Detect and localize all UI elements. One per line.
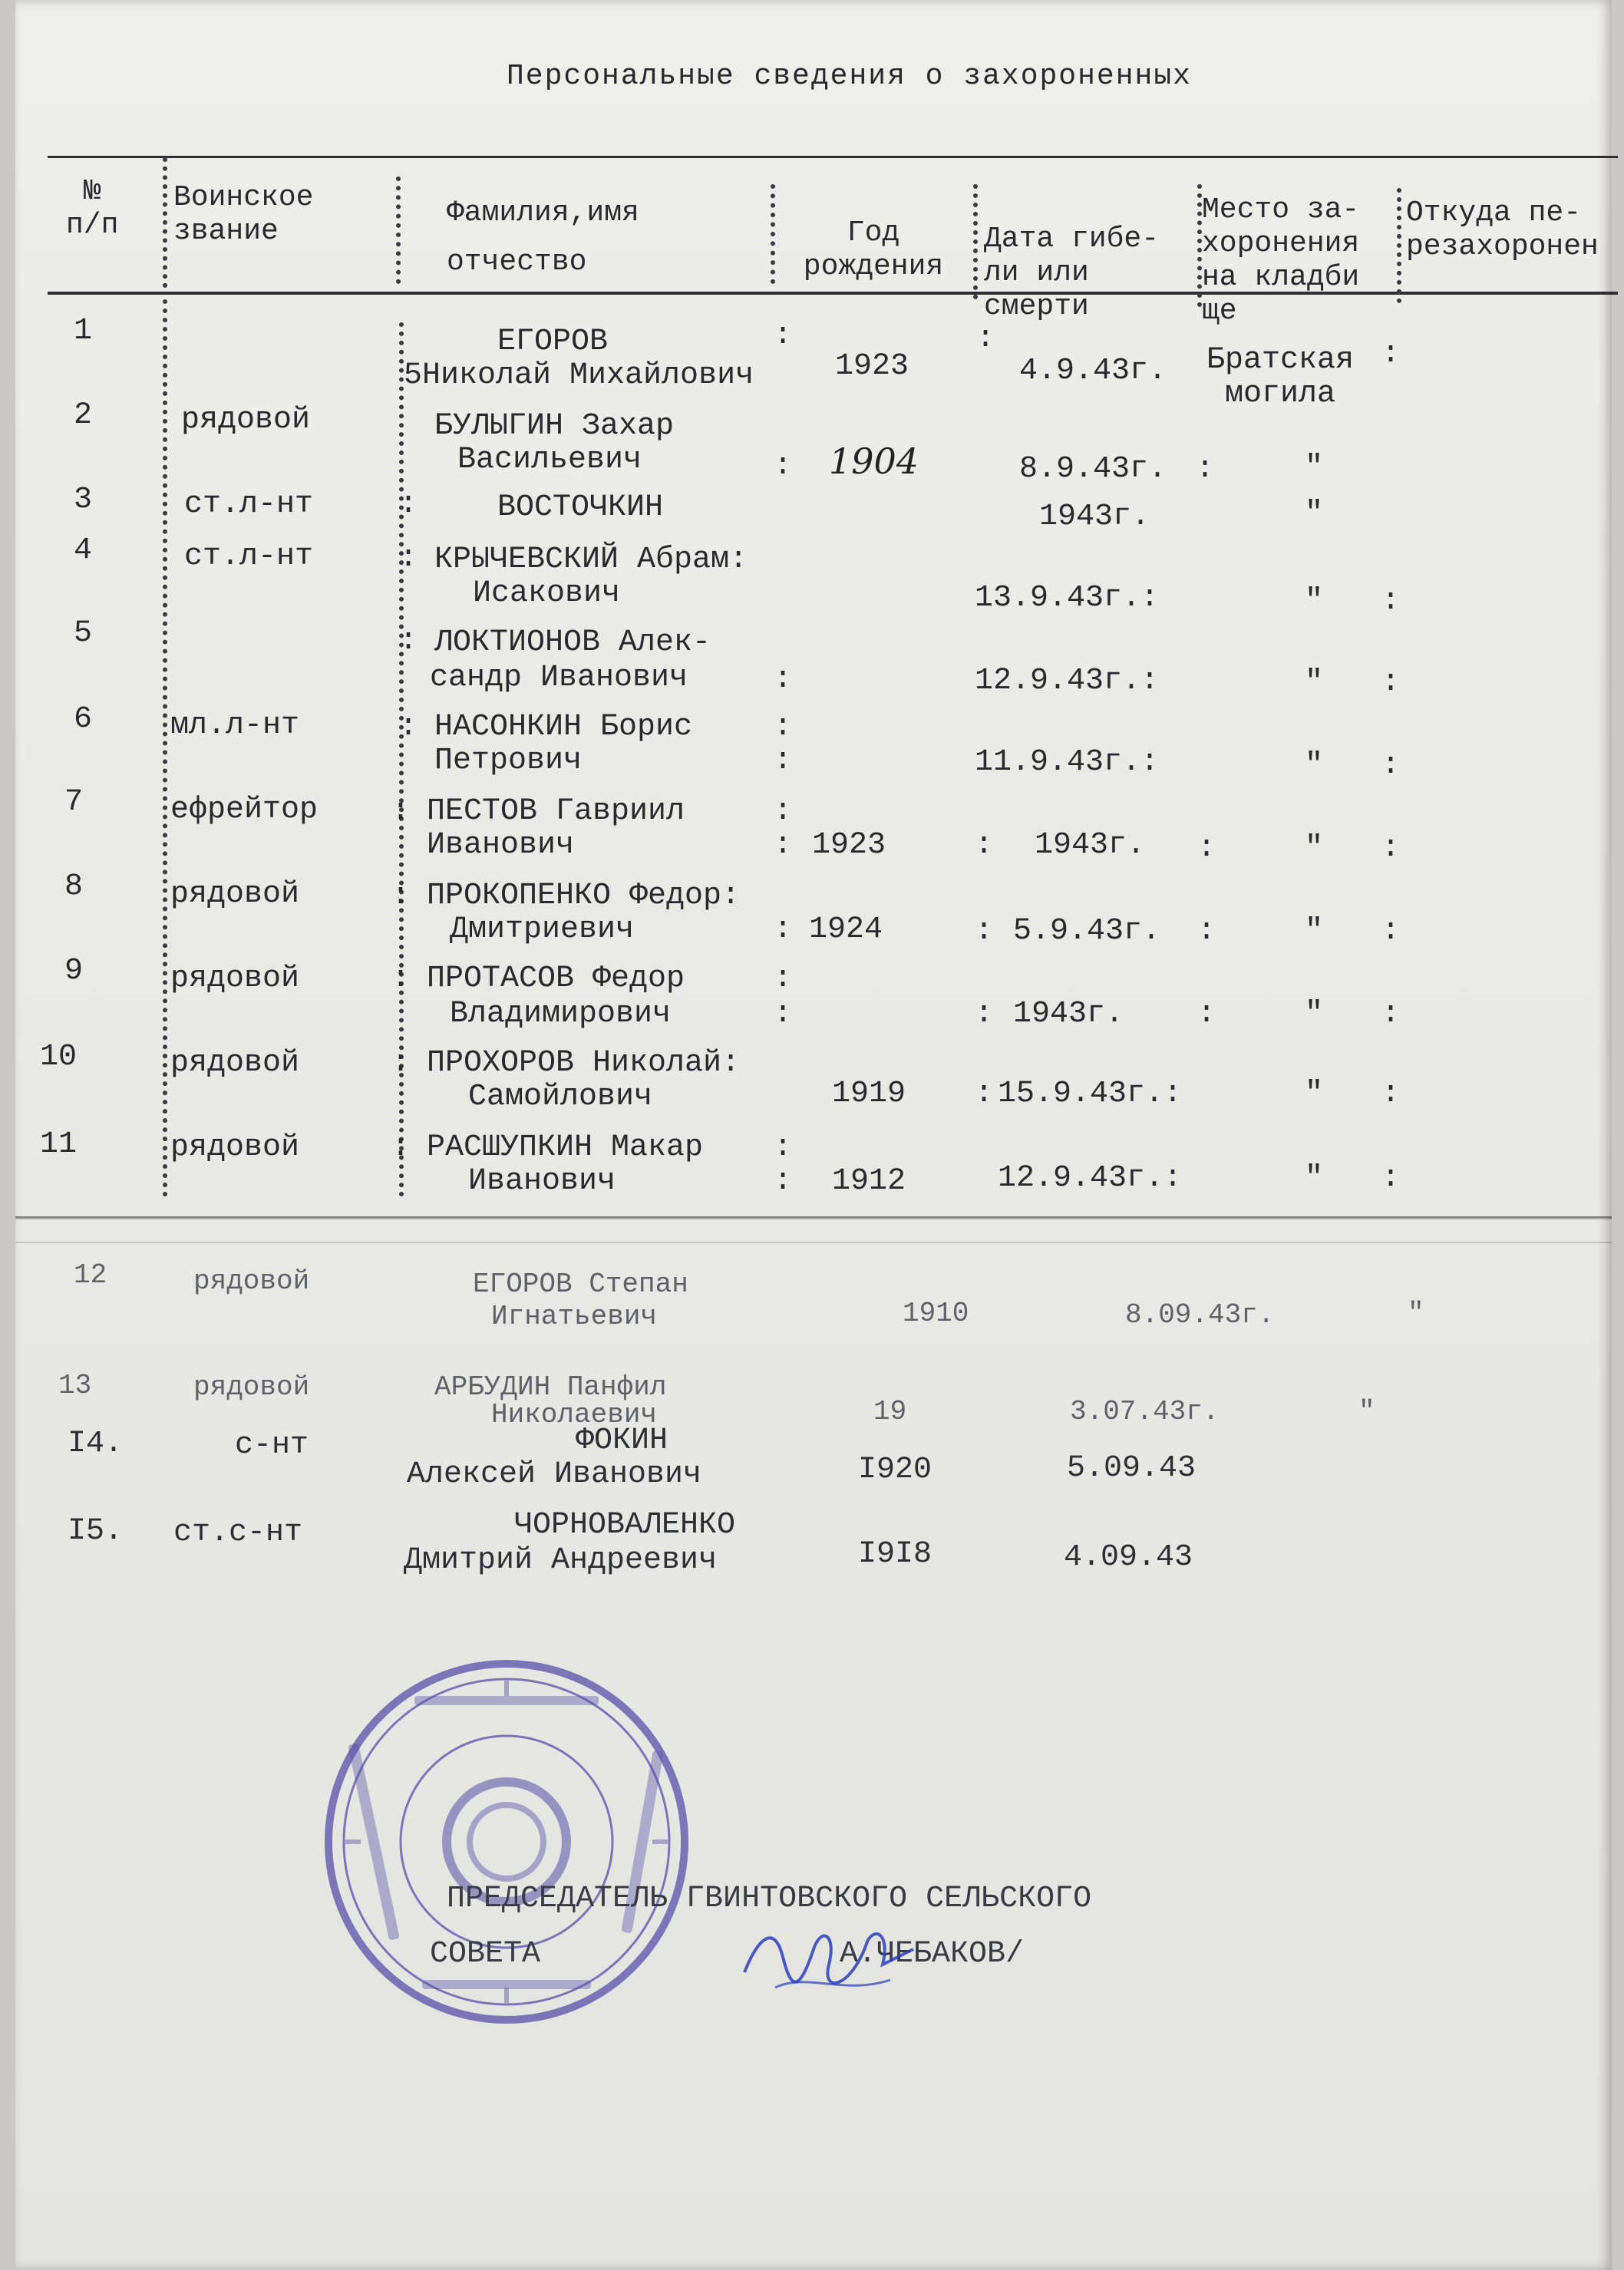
- row-5-place: ": [1305, 665, 1324, 700]
- row-7-surname: ПЕСТОВ Гавриил: [427, 794, 685, 829]
- row-1-given: 5Николай Михайлович: [404, 358, 754, 393]
- table-top-border: [48, 156, 1618, 158]
- signature-name: А.ЧЕБАКОВ/: [840, 1937, 1025, 1971]
- row-14-num: I4.: [68, 1427, 124, 1461]
- colon-mark: :: [774, 662, 793, 697]
- row-4-given: Исакович: [473, 576, 621, 611]
- colon-mark: :: [1197, 914, 1216, 949]
- colon-mark: :: [1381, 1077, 1401, 1111]
- colon-mark: :: [391, 1046, 411, 1081]
- row-7-place: ": [1305, 831, 1324, 866]
- header-name: Фамилия,имя отчество: [447, 196, 639, 279]
- row-12-died: 8.09.43г.: [1125, 1299, 1275, 1331]
- row-11-died: 12.9.43г.:: [998, 1161, 1183, 1196]
- row-4-rank: ст.л-нт: [184, 539, 314, 574]
- colon-mark: :: [975, 1077, 994, 1111]
- header-rank: Воинское звание: [173, 181, 314, 248]
- row-2-given: Васильевич: [457, 443, 642, 477]
- row-14-surname: ФОКИН: [576, 1424, 668, 1458]
- header-place: Место за- хоронения на кладби ще: [1202, 193, 1360, 328]
- page-fold-shadow: [15, 1242, 1612, 1243]
- row-3-died: 1943г.: [1039, 500, 1150, 534]
- row-7-born: 1923: [812, 828, 886, 863]
- colon-mark: :: [1381, 1161, 1401, 1196]
- row-15-given: Дмитрий Андреевич: [404, 1543, 718, 1578]
- row-12-surname: ЕГОРОВ Степан: [473, 1269, 688, 1300]
- colon-mark: :: [1196, 452, 1215, 487]
- row-6-num: 6: [74, 702, 93, 737]
- row-13-died: 3.07.43г.: [1070, 1396, 1220, 1427]
- row-7-died: 1943г.: [1035, 828, 1146, 863]
- colon-mark: :: [975, 828, 994, 863]
- colon-mark: :: [774, 997, 793, 1031]
- row-15-surname: ЧОРНОВАЛЕНКО: [514, 1508, 736, 1542]
- row-2-place: ": [1305, 450, 1324, 485]
- row-3-rank: ст.л-нт: [184, 487, 314, 522]
- row-12-born: 1910: [903, 1298, 969, 1329]
- row-3-surname: ВОСТОЧКИН: [497, 490, 664, 525]
- row-2-born-handwritten: 1904: [829, 440, 919, 482]
- row-12-num: 12: [74, 1259, 107, 1291]
- colon-mark: :: [774, 710, 793, 744]
- row-15-num: I5.: [68, 1514, 124, 1549]
- row-14-born: I920: [858, 1453, 932, 1487]
- row-15-rank: ст.с-нт: [173, 1516, 303, 1550]
- col-separator: [163, 299, 167, 1197]
- row-11-num: 11: [40, 1127, 78, 1162]
- colon-mark: :: [774, 449, 793, 483]
- col-separator: [1397, 188, 1401, 303]
- colon-mark: :: [399, 541, 418, 576]
- row-5-num: 5: [74, 616, 93, 651]
- row-5-given: сандр Иванович: [430, 661, 688, 695]
- row-6-given: Петрович: [434, 744, 583, 778]
- row-11-given: Иванович: [468, 1164, 616, 1199]
- row-15-born: I9I8: [858, 1537, 932, 1572]
- row-8-given: Дмитриевич: [450, 912, 635, 947]
- page-fold-line: [15, 1216, 1612, 1219]
- colon-mark: :: [774, 744, 793, 778]
- row-5-died: 12.9.43г.:: [975, 664, 1160, 698]
- colon-mark: :: [1381, 914, 1401, 949]
- row-7-rank: ефрейтор: [170, 793, 319, 827]
- colon-mark: :: [391, 962, 411, 996]
- row-8-born: 1924: [809, 912, 883, 947]
- row-2-surname: БУЛЫГИН Захар: [434, 409, 675, 444]
- row-14-died: 5.09.43: [1067, 1451, 1197, 1486]
- header-from: Откуда пе- резахоронен: [1406, 196, 1599, 263]
- row-8-died: 5.9.43г.: [1013, 914, 1161, 949]
- header-died: Дата гибе- ли или смерти: [984, 223, 1160, 323]
- row-11-surname: РАСШУПКИН Макар: [427, 1130, 704, 1165]
- row-1-place: Братская могила: [1206, 343, 1355, 411]
- col-separator: [396, 177, 401, 284]
- row-1-born: 1923: [835, 349, 909, 384]
- colon-mark: :: [391, 794, 411, 829]
- row-8-surname: ПРОКОПЕНКО Федор:: [427, 879, 741, 913]
- colon-mark: :: [1197, 997, 1216, 1031]
- header-num: № п/п: [66, 175, 119, 242]
- row-8-num: 8: [64, 869, 84, 904]
- row-11-born: 1912: [832, 1164, 906, 1199]
- row-6-place: ": [1305, 748, 1324, 783]
- handwritten-signature: [729, 1903, 929, 2011]
- row-6-surname: НАСОНКИН Борис: [434, 710, 693, 744]
- row-9-num: 9: [64, 954, 84, 988]
- colon-mark: :: [1381, 665, 1401, 700]
- header-bottom-border: [48, 292, 1618, 295]
- colon-mark: :: [391, 1130, 411, 1165]
- colon-mark: :: [399, 624, 418, 658]
- row-1-num: 1: [74, 314, 93, 348]
- row-7-num: 7: [64, 785, 84, 820]
- row-9-surname: ПРОТАСОВ Федор: [427, 962, 685, 996]
- row-4-died: 13.9.43г.:: [975, 581, 1160, 615]
- row-8-rank: рядовой: [170, 877, 300, 912]
- row-12-rank: рядовой: [193, 1265, 310, 1297]
- colon-mark: :: [774, 318, 793, 353]
- colon-mark: :: [1381, 584, 1401, 619]
- signature-council-word: СОВЕТА: [430, 1937, 541, 1971]
- row-11-rank: рядовой: [170, 1130, 300, 1165]
- row-13-num: 13: [58, 1370, 92, 1401]
- header-born: Год рождения: [803, 216, 944, 283]
- colon-mark: :: [1381, 831, 1401, 866]
- colon-mark: :: [399, 487, 418, 522]
- colon-mark: :: [399, 710, 418, 744]
- row-13-born: 19: [873, 1396, 907, 1427]
- row-9-given: Владимирович: [450, 997, 672, 1031]
- row-3-num: 3: [74, 483, 93, 517]
- colon-mark: :: [1381, 997, 1401, 1031]
- colon-mark: :: [774, 962, 793, 996]
- row-9-died: 1943г.: [1013, 997, 1124, 1031]
- colon-mark: :: [1197, 831, 1216, 866]
- colon-mark: :: [774, 912, 793, 947]
- row-2-rank: рядовой: [181, 403, 311, 437]
- row-4-num: 4: [74, 533, 93, 568]
- row-1-surname: ЕГОРОВ: [497, 325, 609, 359]
- document-title: Персональные сведения о захороненных: [507, 60, 1192, 93]
- colon-mark: :: [774, 828, 793, 863]
- row-6-died: 11.9.43г.:: [975, 745, 1160, 780]
- row-10-given: Самойлович: [468, 1080, 653, 1114]
- colon-mark: :: [1381, 748, 1401, 783]
- signature-title-line: ПРЕДСЕДАТЕЛЬ ГВИНТОВСКОГО СЕЛЬСКОГО: [447, 1882, 1092, 1916]
- col-separator: [771, 184, 775, 284]
- row-10-num: 10: [40, 1040, 78, 1074]
- row-4-place: ": [1305, 584, 1324, 619]
- row-3-place: ": [1305, 497, 1324, 531]
- row-1-died: 4.9.43г.: [1019, 354, 1167, 388]
- row-11-place: ": [1305, 1161, 1324, 1196]
- colon-mark: :: [975, 914, 994, 949]
- row-10-surname: ПРОХОРОВ Николай:: [427, 1046, 741, 1081]
- row-14-given: Алексей Иванович: [407, 1457, 702, 1492]
- row-9-rank: рядовой: [170, 962, 300, 996]
- colon-mark: :: [975, 997, 994, 1031]
- row-13-place: ": [1358, 1396, 1375, 1427]
- col-separator: [163, 157, 167, 288]
- row-9-place: ": [1305, 997, 1324, 1031]
- row-6-rank: мл.л-нт: [170, 708, 300, 743]
- col-separator: [973, 184, 978, 299]
- row-10-rank: рядовой: [170, 1046, 300, 1081]
- row-15-died: 4.09.43: [1064, 1540, 1193, 1575]
- row-10-born: 1919: [832, 1077, 906, 1111]
- colon-mark: :: [774, 1130, 793, 1165]
- colon-mark: :: [391, 879, 411, 913]
- row-7-given: Иванович: [427, 828, 575, 863]
- row-12-place: ": [1408, 1298, 1424, 1329]
- row-5-surname: ЛОКТИОНОВ Алек-: [434, 625, 711, 660]
- row-14-rank: с-нт: [235, 1428, 309, 1463]
- colon-mark: :: [976, 322, 995, 356]
- row-8-place: ": [1305, 914, 1324, 949]
- row-4-surname: КРЫЧЕВСКИЙ Абрам:: [434, 543, 748, 577]
- row-2-num: 2: [74, 398, 93, 433]
- official-stamp: [315, 1650, 698, 2034]
- colon-mark: :: [774, 794, 793, 829]
- colon-mark: :: [1381, 337, 1401, 371]
- row-13-given: Николаевич: [491, 1399, 658, 1430]
- colon-mark: :: [774, 1164, 793, 1199]
- row-13-rank: рядовой: [193, 1371, 310, 1403]
- row-12-given: Игнатьевич: [491, 1301, 658, 1332]
- row-13-surname: АРБУДИН Панфил: [434, 1371, 667, 1403]
- row-10-died: 15.9.43г.:: [998, 1077, 1183, 1111]
- row-2-died: 8.9.43г.: [1019, 452, 1167, 487]
- row-10-place: ": [1305, 1077, 1324, 1111]
